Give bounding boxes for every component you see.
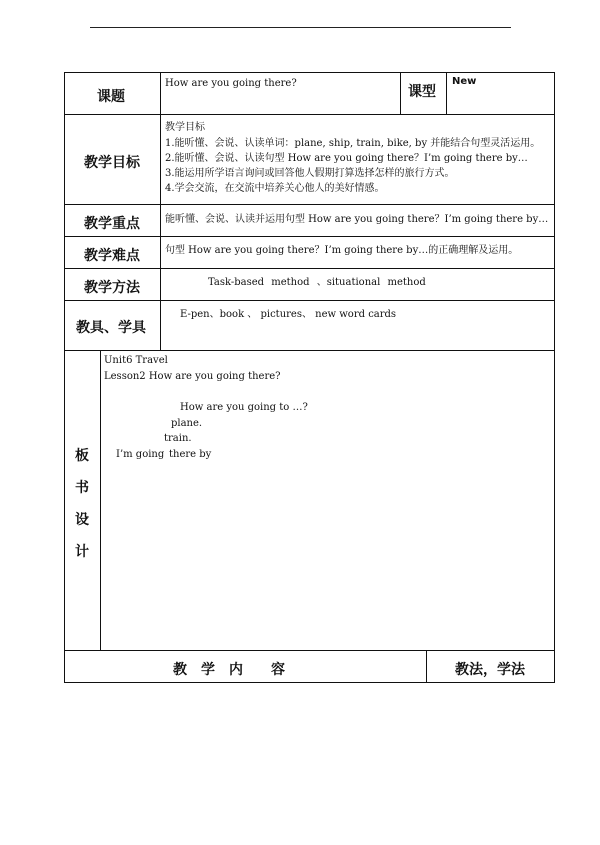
row-divider bbox=[64, 268, 555, 269]
board-plane: plane. bbox=[171, 418, 203, 429]
label-column-divider bbox=[160, 72, 161, 350]
key-points-value: 能听懂、会说、认读并运用句型 How are you going there？I’m going there by… bbox=[165, 214, 549, 225]
board-im-going: I’m going bbox=[116, 449, 165, 460]
board-label-char: 设 bbox=[75, 512, 89, 528]
footer-divider bbox=[426, 650, 427, 683]
method-label: 教学方法 bbox=[84, 280, 140, 296]
lesson-type-label: 课型 bbox=[408, 84, 436, 100]
tools-value: E-pen、book 、 pictures、 new word cards bbox=[180, 309, 397, 320]
board-label-char: 计 bbox=[75, 544, 89, 560]
difficulties-label: 教学难点 bbox=[84, 248, 140, 264]
objectives-title: 教学目标 bbox=[165, 122, 205, 133]
key-points-label: 教学重点 bbox=[84, 216, 140, 232]
row-divider bbox=[64, 300, 555, 301]
column-divider bbox=[400, 72, 401, 114]
row-divider bbox=[64, 204, 555, 205]
teaching-method-label: 教法，学法 bbox=[455, 662, 525, 678]
lesson-type-value: New bbox=[452, 76, 477, 87]
objective-line: 3.能运用所学语言询问或回答他人假期打算选择怎样的旅行方式。 bbox=[165, 168, 455, 179]
objective-line: 4.学会交流，在交流中培养关心他人的美好情感。 bbox=[165, 183, 385, 194]
column-divider bbox=[446, 72, 447, 114]
teaching-content-label: 教 学 内 容 bbox=[173, 662, 285, 678]
row-divider bbox=[64, 650, 555, 651]
topic-value: How are you going there? bbox=[165, 78, 297, 89]
tools-label: 教具、学具 bbox=[76, 320, 146, 336]
board-unit: Unit6 Travel bbox=[104, 355, 168, 366]
method-value: Task-based method 、situational method bbox=[208, 277, 426, 288]
row-divider bbox=[64, 350, 555, 351]
objective-line: 2.能听懂、会说、认读句型 How are you going there？I’m going there by… bbox=[165, 153, 528, 164]
board-there-by: there by bbox=[169, 449, 212, 460]
objectives-label: 教学目标 bbox=[84, 155, 140, 171]
row-divider bbox=[64, 114, 555, 115]
topic-label: 课题 bbox=[97, 89, 125, 105]
board-train: train. bbox=[164, 433, 192, 444]
objective-line: 1.能听懂、会说、认读单词：plane, ship, train, bike, by 并能结合句型灵活运用。 bbox=[165, 138, 541, 149]
header-rule bbox=[90, 27, 511, 28]
board-lesson: Lesson2 How are you going there? bbox=[104, 371, 281, 382]
board-label-divider bbox=[100, 350, 101, 650]
row-divider bbox=[64, 236, 555, 237]
board-label-char: 板 bbox=[75, 448, 89, 464]
difficulties-value: 句型 How are you going there？I’m going there by…的正确理解及运用。 bbox=[165, 245, 519, 256]
board-question: How are you going to …? bbox=[180, 402, 308, 413]
board-label-char: 书 bbox=[75, 480, 89, 496]
